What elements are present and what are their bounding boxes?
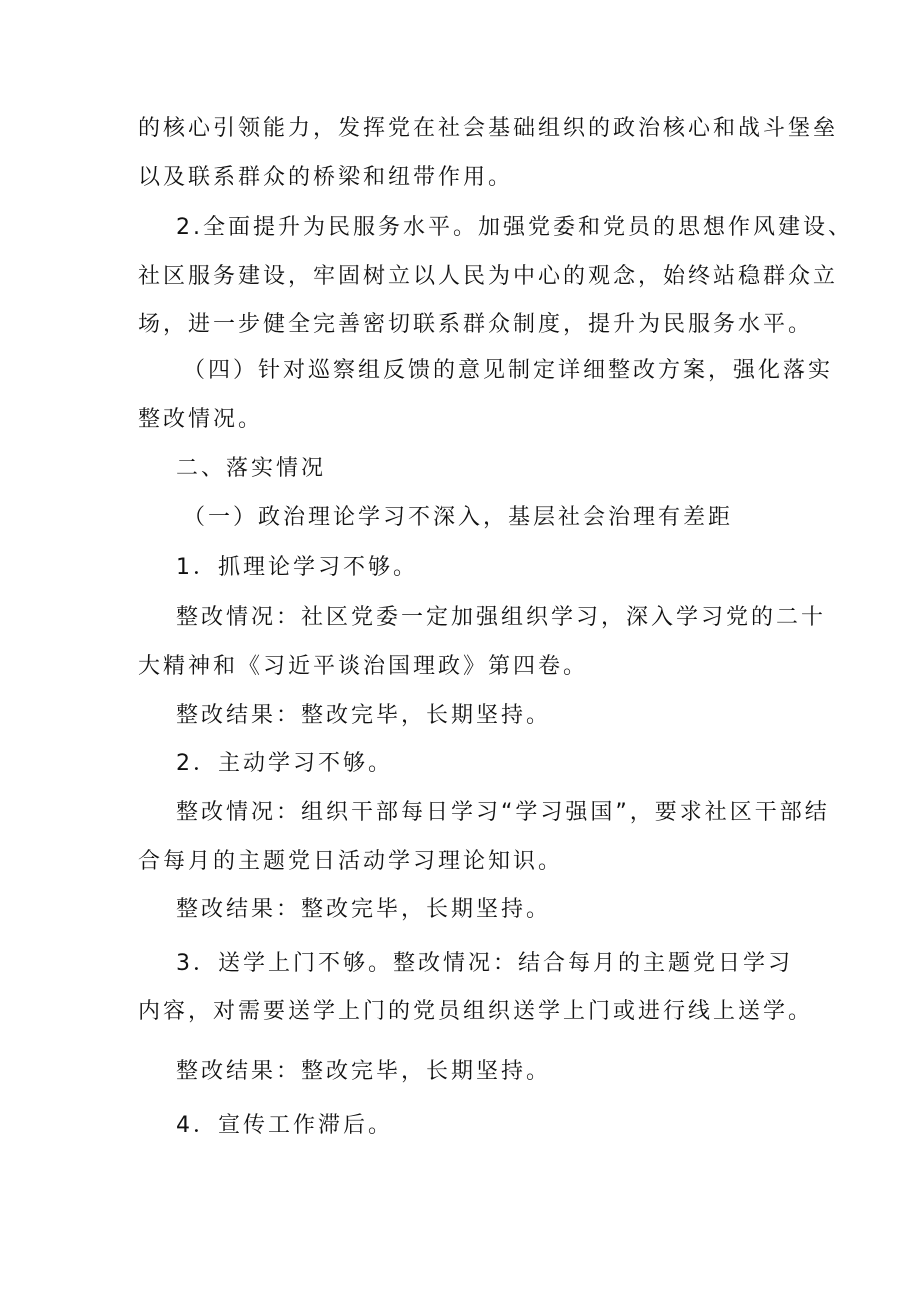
text-line: （四）针对巡察组反馈的意见制定详细整改方案，强化落实 bbox=[183, 358, 834, 383]
text-line: 2.全面提升为民服务水平。加强党委和党员的思想作风建设、 bbox=[176, 215, 853, 240]
text-line: 内容，对需要送学上门的党员组织送学上门或进行线上送学。 bbox=[138, 999, 814, 1024]
item-heading: 3．送学上门不够。整改情况：结合每月的主题党日学习 bbox=[176, 951, 793, 976]
text-line: 整改结果：整改完毕，长期坚持。 bbox=[176, 1059, 552, 1084]
text-line: 整改情况：社区党委一定加强组织学习，深入学习党的二十 bbox=[176, 605, 827, 630]
item-heading: 1．抓理论学习不够。 bbox=[176, 555, 418, 580]
text-line: 整改情况：组织干部每日学习“学习强国”，要求社区干部结 bbox=[176, 800, 830, 825]
text-line: 的核心引领能力，发挥党在社会基础组织的政治核心和战斗堡垒 bbox=[138, 116, 839, 141]
text-line: 整改情况。 bbox=[138, 407, 264, 432]
item-heading: 2．主动学习不够。 bbox=[176, 751, 393, 776]
text-line: 整改结果：整改完毕，长期坚持。 bbox=[176, 897, 552, 922]
subsection-heading: （一）政治理论学习不深入，基层社会治理有差距 bbox=[183, 505, 734, 530]
text-line: 大精神和《习近平谈治国理政》第四卷。 bbox=[138, 654, 589, 679]
text-line: 场，进一步健全完善密切联系群众制度，提升为民服务水平。 bbox=[138, 312, 814, 337]
section-heading: 二、落实情况 bbox=[176, 456, 327, 481]
text-line: 社区服务建设，牢固树立以人民为中心的观念，始终站稳群众立 bbox=[138, 264, 839, 289]
item-heading: 4．宣传工作滞后。 bbox=[176, 1113, 393, 1138]
text-line: 整改结果：整改完毕，长期坚持。 bbox=[176, 703, 552, 728]
text-line: 以及联系群众的桥梁和纽带作用。 bbox=[138, 165, 514, 190]
text-line: 合每月的主题党日活动学习理论知识。 bbox=[138, 849, 564, 874]
